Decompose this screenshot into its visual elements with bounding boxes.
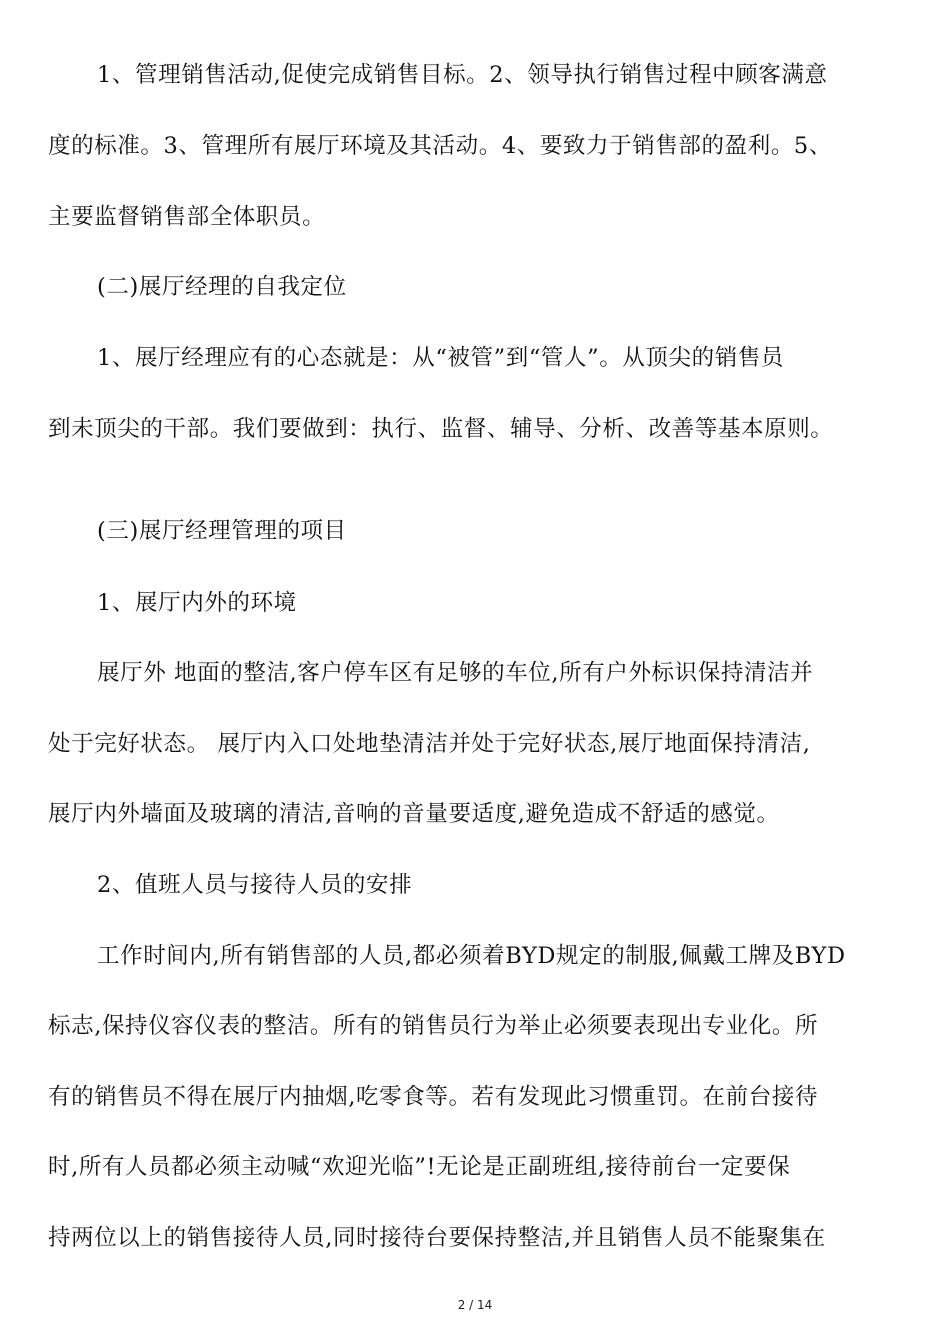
- text-line: 持两位以上的销售接待人员,同时接待台要保持整洁,并且销售人员不能聚集在: [48, 1225, 826, 1251]
- text-line: 时,所有人员都必须主动喊“欢迎光临”!无论是正副班组,接待前台一定要保: [48, 1154, 791, 1180]
- page-number: 2 / 14: [457, 1298, 493, 1312]
- text-line: 1、展厅经理应有的心态就是：从“被管”到“管人”。从顶尖的销售员: [97, 345, 785, 371]
- text-line: 度的标准。3、管理所有展厅环境及其活动。4、要致力于销售部的盈利。5、: [48, 133, 832, 159]
- text-line: 标志,保持仪容仪表的整洁。所有的销售员行为举止必须要表现出专业化。所: [48, 1013, 819, 1039]
- subsection-heading: 1、展厅内外的环境: [97, 590, 297, 616]
- text-line: 处于完好状态。 展厅内入口处地垫清洁并处于完好状态,展厅地面保持清洁,: [48, 731, 811, 757]
- subsection-heading: 2、值班人员与接待人员的安排: [97, 872, 413, 898]
- text-line: 展厅内外墙面及玻璃的清洁,音响的音量要适度,避免造成不舒适的感觉。: [48, 801, 780, 827]
- text-line: 有的销售员不得在展厅内抽烟,吃零食等。若有发现此习惯重罚。在前台接待: [48, 1084, 819, 1110]
- section-heading: (二)展厅经理的自我定位: [97, 274, 347, 300]
- text-line: 到未顶尖的干部。我们要做到：执行、监督、辅导、分析、改善等基本原则。: [48, 416, 834, 442]
- text-line: 展厅外 地面的整洁,客户停车区有足够的车位,所有户外标识保持清洁并: [97, 660, 814, 686]
- text-line: 1、管理销售活动,促使完成销售目标。2、领导执行销售过程中顾客满意: [97, 62, 828, 88]
- text-line: 主要监督销售部全体职员。: [48, 204, 326, 230]
- text-line: 工作时间内,所有销售部的人员,都必须着BYD规定的制服,佩戴工牌及BYD: [97, 943, 846, 969]
- section-heading: (三)展厅经理管理的项目: [97, 518, 347, 544]
